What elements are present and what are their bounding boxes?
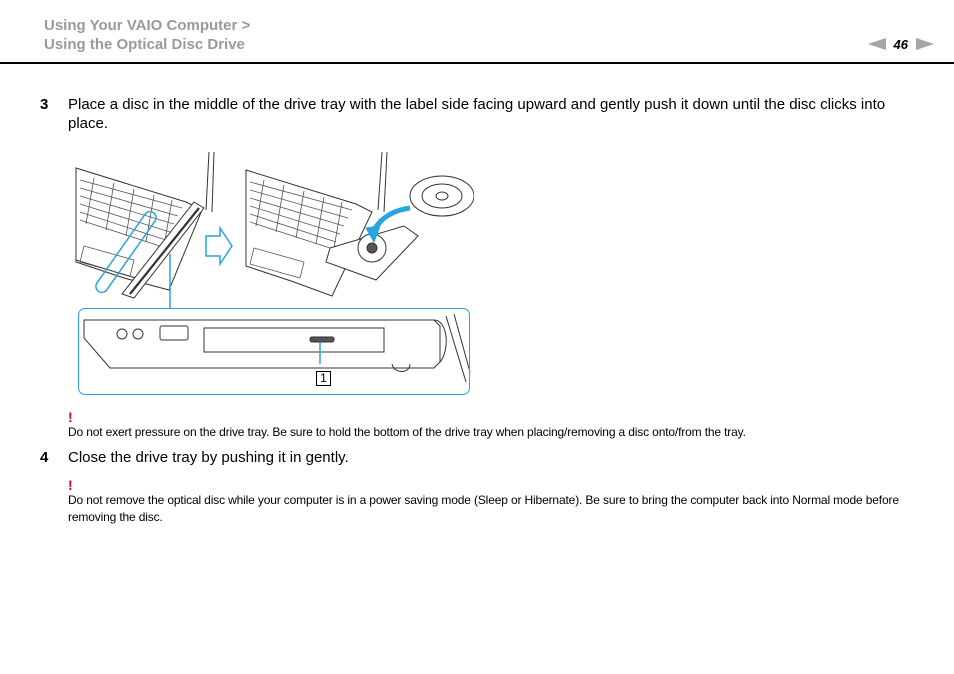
laptop-right-illustration [246,152,474,296]
previous-page-arrow-icon[interactable] [868,38,886,50]
warning-text: Do not exert pressure on the drive tray. Be sure to hold the bottom of the drive tray when placing/removing a disc onto/from the tray. [68,425,746,439]
step-text: Place a disc in the middle of the drive tray with the label side facing upward and gently push it down until the disc clicks into place. [68,96,886,132]
callout-label: 1 [320,371,327,385]
step-4 [40,448,918,467]
drive-callout-frame [78,308,470,395]
breadcrumb-line-1[interactable]: Using Your VAIO Computer > [44,17,251,34]
warning-2 [68,478,918,526]
step-3 [40,95,918,133]
breadcrumb-line-2[interactable]: Using the Optical Disc Drive [44,36,245,53]
page-number: 46 [893,36,908,52]
next-page-arrow-icon[interactable] [916,38,934,50]
callout-label-box [316,371,331,386]
step-text: Close the drive tray by pushing it in gently. [68,449,349,466]
warning-text: Do not remove the optical disc while your computer is in a power saving mode (Sleep or Hibernate). Be sure to bring the computer back into Normal mode before removing the disc. [68,493,899,524]
next-step-arrow-icon [206,228,232,264]
optical-disc-icon [410,176,474,216]
step-number: 4 [40,449,49,466]
header-divider [0,62,954,64]
warning-icon: ! [68,477,73,493]
breadcrumb [44,16,250,54]
warning-icon: ! [68,409,73,425]
laptop-left-illustration [76,152,214,298]
step-number: 3 [40,96,49,113]
warning-1 [68,410,918,441]
page-navigation [868,36,934,52]
